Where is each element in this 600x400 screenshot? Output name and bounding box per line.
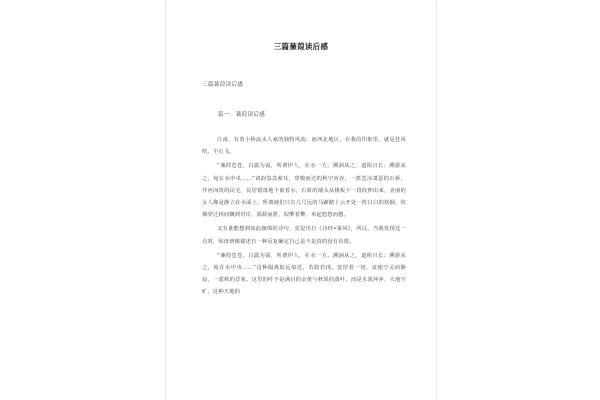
paragraph: 江南，有着小桥流水人家的独特风韵，而西北地区，在我的印象里，就是狂风吹，尘石飞。 <box>202 137 406 156</box>
section-heading: 篇一：蒹葭读后感 <box>218 112 266 118</box>
paragraph: 又有谁能想到如此缠绵的诗句，竟是出自《诗经•秦风》，所以，当我发现这一点时，惊讶到像描述自一种反复确定自己是不是真的没有看错。 <box>202 226 406 245</box>
paragraph: “蒹葭苍苍，白露为霜，所谓伊人，在水一方。溯洄从之，道阻且长；溯游从之，宛在水中央……”这种隔离似远似近，若隐若现。宽厚着一切，竟使空灵而静寂，一派秋的景象。这里的叶不是满目的金黄与秋果的落叶，而是水波萍萍，天地空旷，这种天地的 <box>202 252 406 296</box>
document-title: 三篇蒹葭读后感 <box>273 42 329 51</box>
document-subtitle: 三篇蒹葭读后感 <box>202 82 244 88</box>
document-page <box>165 0 437 400</box>
body-text <box>202 134 406 301</box>
paragraph: “蒹葭苍苍，白露为霜，所谓伊人，在水一方。溯洄从之，道阻且长；溯游从之，宛在水中央……”词韵袅袅萦耳，穿梭而过的秋空河谷，一派苍凉萧瑟的石桥，伴河而筑的民宅，民居错落地下嵌着水，石阶的墙头从楼板下一段段伸出来，美丽的女人像是静立在水面上，所离她们只有几尺远的马蹄踏上云开处一阵白白的炊烟，炊烟穿过林间飘到对岸，源源而泄，似擎着攀，举起悠悠而想。 <box>202 163 406 219</box>
